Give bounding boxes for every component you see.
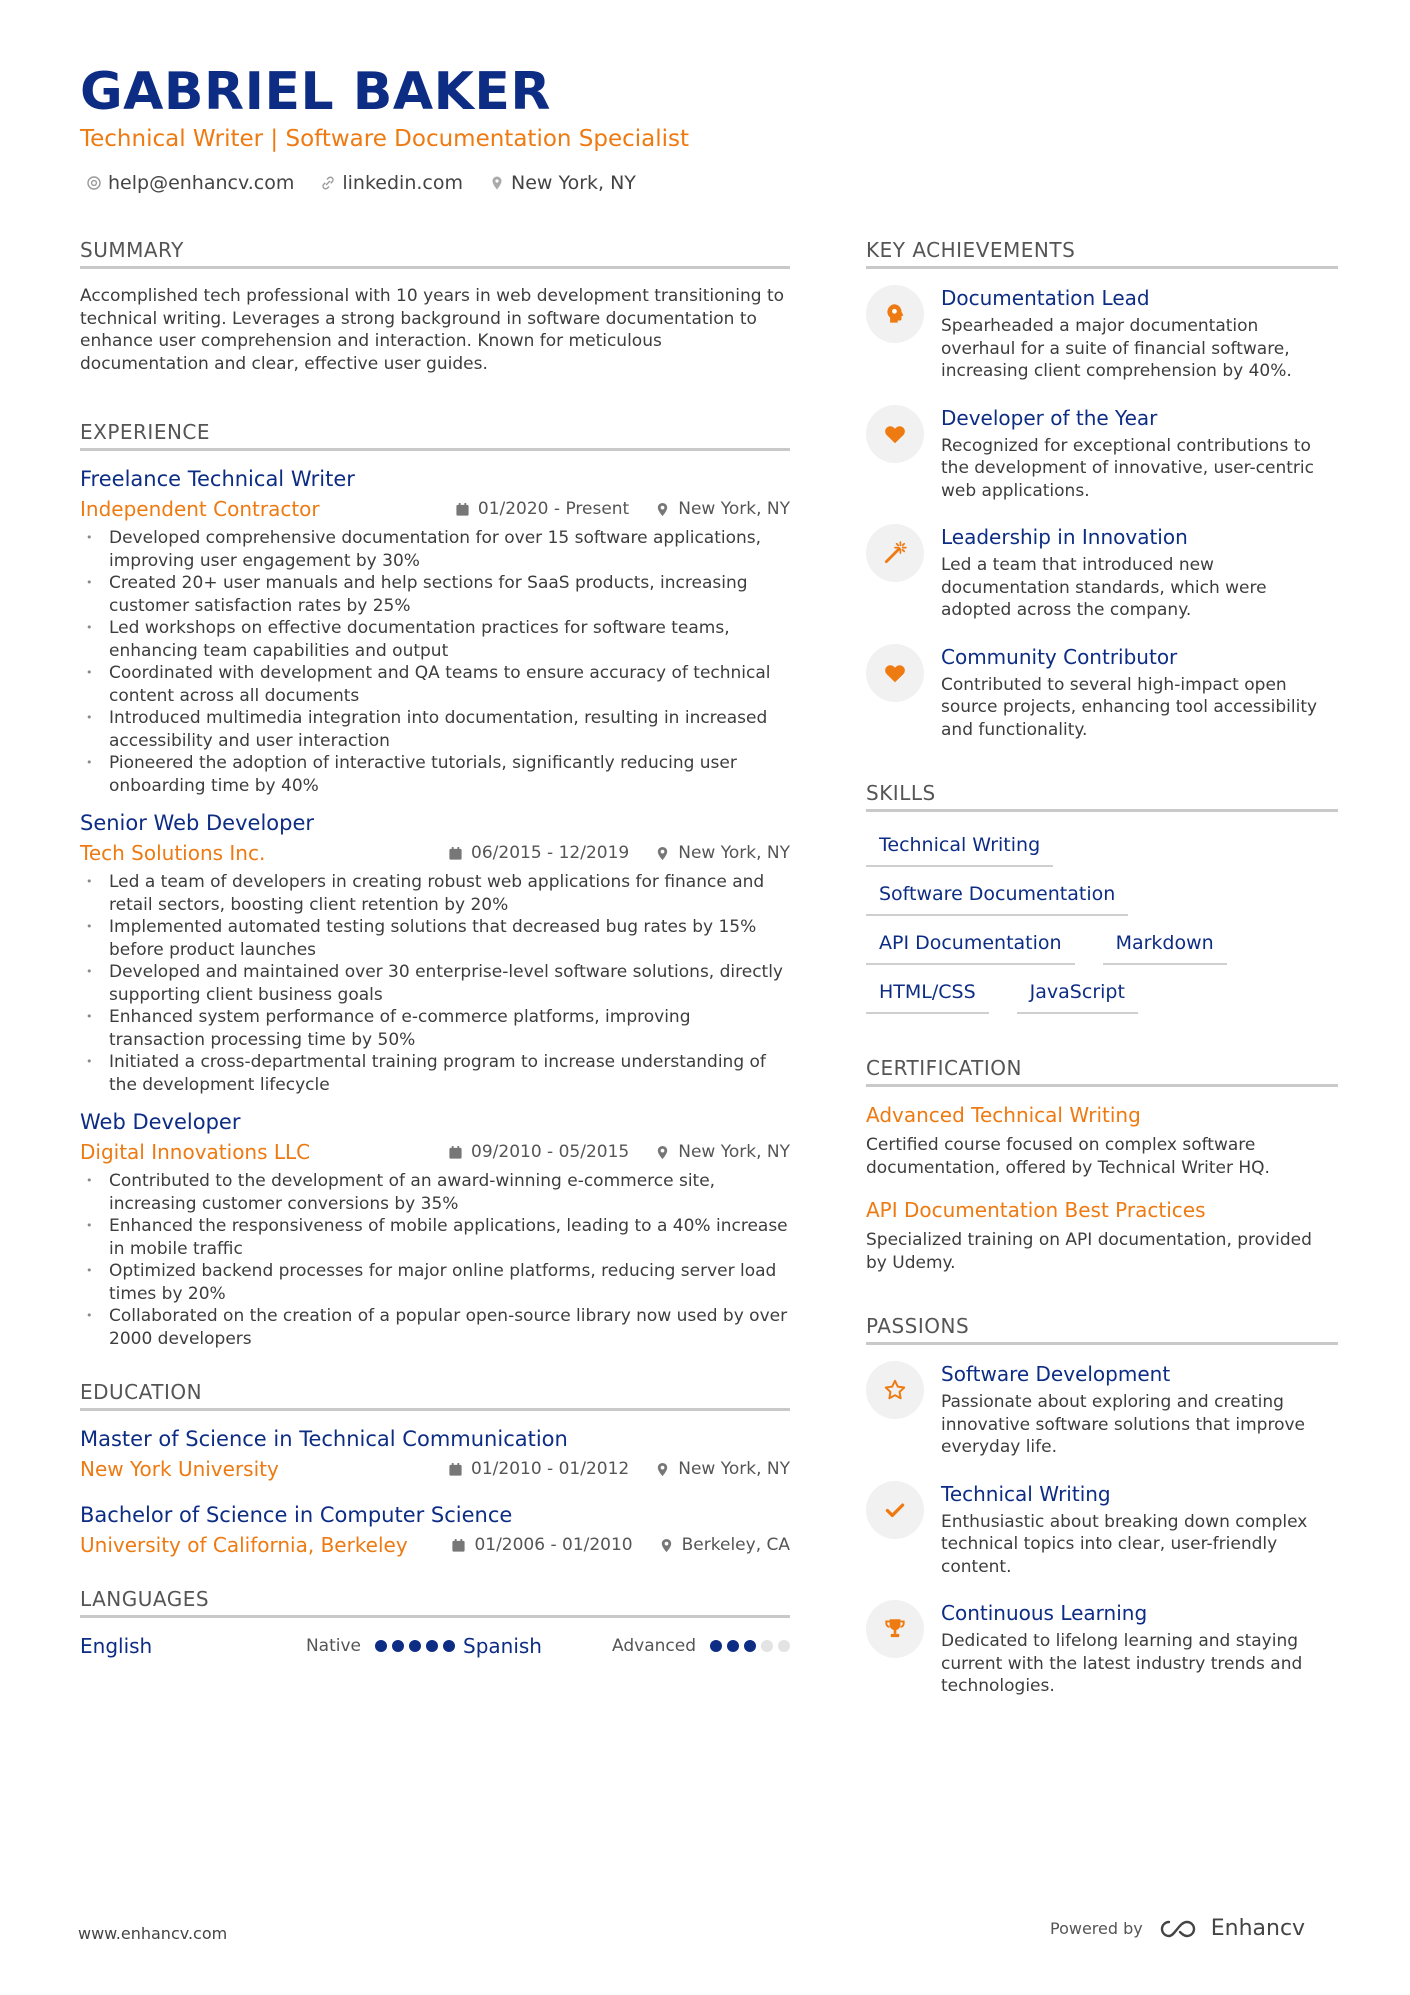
achievement-desc: Recognized for exceptional contributions to the development of innovative, user-centric web applications. <box>941 435 1314 501</box>
job-title: Freelance Technical Writer <box>80 467 355 491</box>
school-name: New York University <box>80 1457 279 1481</box>
degree-title: Master of Science in Technical Communication <box>80 1427 568 1451</box>
list-item: • Enhanced system performance of e-commerce platforms, improving transaction processing time by 50% <box>80 1006 790 1051</box>
job-location: New York, NY <box>678 843 790 863</box>
degree-title: Bachelor of Science in Computer Science <box>80 1503 513 1527</box>
list-item: • Contributed to the development of an award-winning e-commerce site, increasing customer conversions by 35% <box>80 1170 790 1215</box>
achievements-section <box>866 238 1338 741</box>
proficiency-dot <box>778 1640 790 1652</box>
linkedin-text: linkedin.com <box>342 172 463 194</box>
achievement-title: Community Contributor <box>941 644 1178 669</box>
passion-item <box>866 1361 1338 1459</box>
footer-branding <box>1050 1916 1305 1941</box>
proficiency-dot <box>710 1640 722 1652</box>
heart-icon <box>882 660 908 686</box>
enhancv-logo[interactable] <box>1157 1916 1305 1941</box>
at-icon <box>86 175 102 191</box>
education-dates: 01/2010 - 01/2012 <box>471 1459 630 1479</box>
job-bullets <box>80 871 790 1096</box>
summary-text: Accomplished tech professional with 10 years in web development transitioning to technical writing. Leverages a strong background in software documentation to enhance user comprehension and interaction. Known for meticulous documentation and clear, effective user guides. <box>80 286 785 374</box>
skills-section <box>866 781 1338 1014</box>
candidate-name: GABRIEL BAKER <box>80 62 551 122</box>
proficiency-dot <box>727 1640 739 1652</box>
skills-list <box>866 828 1338 1014</box>
education-section <box>80 1380 790 1557</box>
achievement-item <box>866 524 1338 622</box>
list-item: • Initiated a cross-departmental training program to increase understanding of the development lifecycle <box>80 1051 790 1096</box>
passion-desc: Enthusiastic about breaking down complex technical topics into clear, user-friendly content. <box>941 1511 1308 1577</box>
achievement-desc: Contributed to several high-impact open source projects, enhancing tool accessibility and functionality. <box>941 674 1318 740</box>
certification-heading: CERTIFICATION <box>866 1056 1338 1087</box>
language-name: Spanish <box>463 1634 542 1658</box>
summary-section <box>80 238 790 375</box>
list-item: • Implemented automated testing solutions that decreased bug rates by 15% before product launches <box>80 916 790 961</box>
contact-linkedin[interactable] <box>320 172 463 194</box>
achievement-title: Documentation Lead <box>941 286 1150 310</box>
list-item: • Enhanced the responsiveness of mobile applications, leading to a 40% increase in mobile traffic <box>80 1215 790 1260</box>
list-item: • Introduced multimedia integration into documentation, resulting in increased accessibility and user interaction <box>80 707 790 752</box>
list-item: • Led a team of developers in creating robust web applications for finance and retail sectors, boosting client retention by 20% <box>80 871 790 916</box>
achievements-heading: KEY ACHIEVEMENTS <box>866 238 1338 269</box>
certification-title: Advanced Technical Writing <box>866 1103 1141 1127</box>
contact-location <box>489 172 636 194</box>
achievement-title: Leadership in Innovation <box>941 525 1188 549</box>
language-name: English <box>80 1634 153 1658</box>
language-dots <box>375 1640 455 1652</box>
job-company: Tech Solutions Inc. <box>80 841 266 865</box>
skills-heading: SKILLS <box>866 781 1338 812</box>
proficiency-dot <box>761 1640 773 1652</box>
list-item: • Collaborated on the creation of a popular open-source library now used by over 2000 developers <box>80 1305 790 1350</box>
skill-tag: Technical Writing <box>866 828 1053 867</box>
star-icon <box>882 1377 908 1403</box>
experience-heading: EXPERIENCE <box>80 420 790 451</box>
list-item: • Developed and maintained over 30 enterprise-level software solutions, directly supporting client business goals <box>80 961 790 1006</box>
trophy-icon <box>882 1616 908 1642</box>
calendar-icon <box>455 502 470 517</box>
passion-desc: Dedicated to lifelong learning and staying current with the latest industry trends and technologies. <box>941 1631 1303 1696</box>
list-item: • Led workshops on effective documentation practices for software teams, enhancing team capabilities and output <box>80 617 790 662</box>
passion-title: Technical Writing <box>941 1481 1111 1506</box>
education-location: Berkeley, CA <box>681 1535 790 1555</box>
job-bullets <box>80 527 790 797</box>
education-dates: 01/2006 - 01/2010 <box>474 1535 633 1555</box>
job-title: Senior Web Developer <box>80 811 315 835</box>
location-text: New York, NY <box>511 172 636 194</box>
job-dates: 01/2020 - Present <box>477 499 630 519</box>
proficiency-dot <box>443 1640 455 1652</box>
skill-tag: JavaScript <box>1017 975 1138 1014</box>
checkmark-icon <box>882 1497 908 1523</box>
proficiency-dot <box>375 1640 387 1652</box>
achievement-desc: Led a team that introduced new documentation standards, which were adopted across the company. <box>941 555 1267 620</box>
achievement-item <box>866 405 1338 503</box>
location-pin-icon <box>659 1538 674 1553</box>
skill-tag: API Documentation <box>866 926 1075 965</box>
job-entry <box>80 467 790 797</box>
location-pin-icon <box>489 175 505 191</box>
calendar-icon <box>448 1462 463 1477</box>
brand-name: Enhancv <box>1210 1916 1306 1941</box>
left-column <box>80 238 790 1658</box>
skill-tag: Software Documentation <box>866 877 1128 916</box>
right-column <box>866 238 1338 1720</box>
proficiency-dot <box>392 1640 404 1652</box>
location-pin-icon <box>655 1145 670 1160</box>
job-location: New York, NY <box>678 499 790 519</box>
list-item: • Coordinated with development and QA teams to ensure accuracy of technical content across all documents <box>80 662 790 707</box>
passion-title: Continuous Learning <box>941 1601 1148 1625</box>
language-entry <box>80 1634 455 1658</box>
passion-desc: Passionate about exploring and creating innovative software solutions that improve everyday life. <box>941 1392 1305 1457</box>
achievement-item <box>866 285 1338 383</box>
experience-section <box>80 420 790 1350</box>
infinity-logo-icon <box>1157 1917 1203 1941</box>
job-title: Web Developer <box>80 1110 241 1134</box>
link-icon <box>320 175 336 191</box>
passions-heading: PASSIONS <box>866 1314 1338 1345</box>
calendar-icon <box>451 1538 466 1553</box>
job-company: Digital Innovations LLC <box>80 1140 311 1164</box>
job-entry <box>80 811 790 1096</box>
candidate-title: Technical Writer | Software Documentation Specialist <box>80 126 690 152</box>
certification-section <box>866 1056 1338 1274</box>
list-item: • Optimized backend processes for major online platforms, reducing server load times by 20% <box>80 1260 790 1305</box>
list-item: • Created 20+ user manuals and help sections for SaaS products, increasing customer satisfaction rates by 25% <box>80 572 790 617</box>
email-text: help@enhancv.com <box>108 172 295 194</box>
job-dates: 06/2015 - 12/2019 <box>471 843 630 863</box>
certification-desc: Specialized training on API documentation, provided by Udemy. <box>866 1230 1312 1273</box>
location-pin-icon <box>655 1462 670 1477</box>
passion-title: Software Development <box>941 1362 1171 1386</box>
passion-item <box>866 1481 1338 1579</box>
contact-bar <box>86 172 636 194</box>
language-entry <box>463 1634 790 1658</box>
certification-title: API Documentation Best Practices <box>866 1198 1206 1222</box>
education-heading: EDUCATION <box>80 1380 790 1411</box>
achievement-desc: Spearheaded a major documentation overhaul for a suite of financial software, increasing client comprehension by 40%. <box>941 316 1292 381</box>
languages-section <box>80 1587 790 1658</box>
list-item: • Pioneered the adoption of interactive tutorials, significantly reducing user onboarding time by 40% <box>80 752 790 797</box>
achievement-item <box>866 644 1338 742</box>
calendar-icon <box>448 846 463 861</box>
proficiency-dot <box>409 1640 421 1652</box>
languages-row <box>80 1634 790 1658</box>
language-level: Native <box>305 1636 361 1656</box>
skill-tag: Markdown <box>1103 926 1227 965</box>
job-bullets <box>80 1170 790 1350</box>
passions-section <box>866 1314 1338 1698</box>
languages-heading: LANGUAGES <box>80 1587 790 1618</box>
proficiency-dot <box>744 1640 756 1652</box>
location-pin-icon <box>655 502 670 517</box>
school-name: University of California, Berkeley <box>80 1533 408 1557</box>
summary-heading: SUMMARY <box>80 238 790 269</box>
proficiency-dot <box>426 1640 438 1652</box>
footer-site[interactable]: www.enhancv.com <box>78 1924 228 1943</box>
lightbulb-head-icon <box>882 301 908 327</box>
language-level: Advanced <box>612 1636 696 1656</box>
job-dates: 09/2010 - 05/2015 <box>471 1142 630 1162</box>
language-dots <box>710 1640 790 1652</box>
contact-email[interactable] <box>86 172 294 194</box>
education-location: New York, NY <box>678 1459 790 1479</box>
heart-icon <box>882 421 908 447</box>
location-pin-icon <box>655 846 670 861</box>
list-item: • Developed comprehensive documentation for over 15 software applications, improving user engagement by 30% <box>80 527 790 572</box>
calendar-icon <box>448 1145 463 1160</box>
education-entry <box>80 1427 790 1481</box>
job-company: Independent Contractor <box>80 497 320 521</box>
job-location: New York, NY <box>678 1142 790 1162</box>
powered-by-label: Powered by <box>1050 1919 1143 1938</box>
passion-item <box>866 1600 1338 1698</box>
job-entry <box>80 1110 790 1350</box>
education-entry <box>80 1503 790 1557</box>
magic-wand-icon <box>882 540 908 566</box>
skill-tag: HTML/CSS <box>866 975 989 1014</box>
certification-desc: Certified course focused on complex software documentation, offered by Technical Writer HQ. <box>866 1135 1270 1178</box>
achievement-title: Developer of the Year <box>941 405 1158 430</box>
